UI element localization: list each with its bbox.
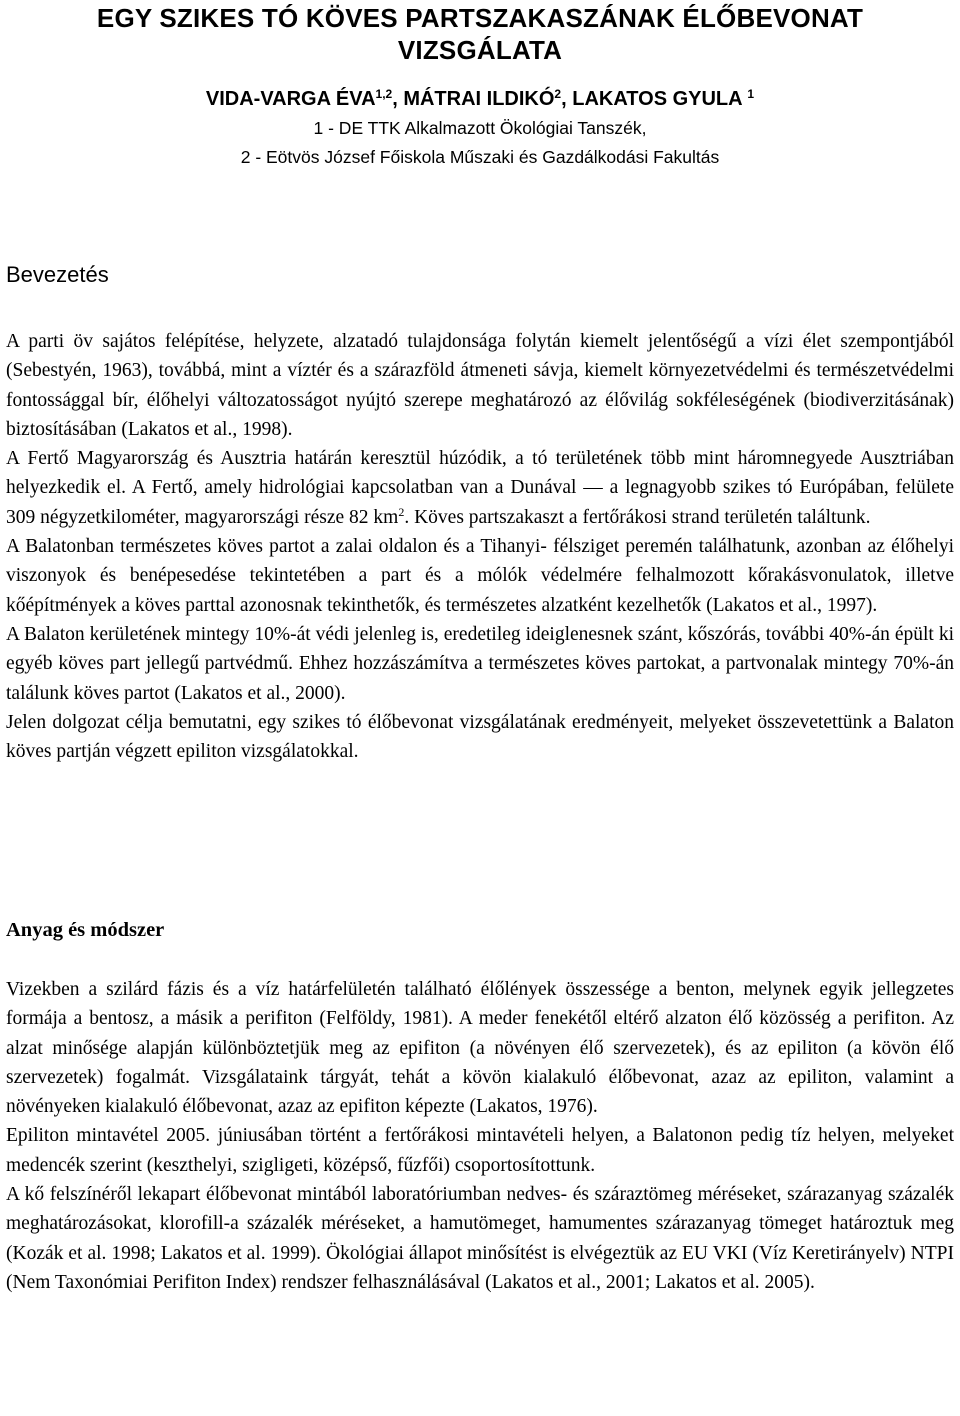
intro-paragraph-3: A Balatonban természetes köves partot a zalai oldalon és a Tihanyi- félsziget peremén találhatunk, azonban az élőhelyi viszonyok és benépesedése tekintetében a part és a mólók védelmére felhalmozott kőrakásvonulatok, illetve kőépítmények a köves parttal azonosnak tekinthetők, és természetes alzatként kezelhetők (Lakatos et al., 1997). bbox=[6, 536, 954, 616]
paper-title-line-1: EGY SZIKES TÓ KÖVES PARTSZAKASZÁNAK ÉLŐBEVONAT bbox=[96, 3, 864, 33]
intro-paragraph-2-tail: . Köves partszakaszt a fertőrákosi strand területén találtunk. bbox=[404, 506, 871, 528]
author-list bbox=[0, 86, 960, 112]
paper-title-line-2: VIZSGÁLATA bbox=[397, 35, 563, 65]
affiliation-1: 1 - DE TTK Alkalmazott Ökológiai Tanszék, bbox=[313, 118, 647, 138]
author-1-affil-sup: 1,2 bbox=[375, 87, 393, 101]
intro-body bbox=[6, 327, 954, 766]
intro-paragraph-1: A parti öv sajátos felépítése, helyzete, alzatadó tulajdonsága folytán kiemelt jelentőségű a vízi élet szempontjából (Sebestyén, 1963), továbbá, mint a víztér és a szárazföld átmeneti sávja, kiemelt környezetvédelmi és természetvédelmi fontossággal bír, élőhelyi változatosságot nyújtó szerepe meghatározó az élővilág sokféleségének (biodiverzitásának) biztosításában (Lakatos et al., 1998). bbox=[6, 331, 954, 440]
author-1-name: VIDA-VARGA ÉVA bbox=[205, 88, 376, 110]
affiliation-2: 2 - Eötvös József Főiskola Műszaki és Gazdálkodási Fakultás bbox=[240, 147, 720, 167]
intro-paragraph-2 bbox=[6, 444, 954, 532]
intro-paragraph-2-text: A Fertő Magyarország és Ausztria határán keresztül húzódik, a tó területének több mint háromnegyede Ausztriában helyezkedik el. A Fertő, amely hidrológiai kapcsolatban van a Dunával ― a legnagyobb szikes tó Európában, felülete 309 négyzetkilométer, magyarországi része 82 km bbox=[6, 448, 954, 528]
author-3-affil-sup: 1 bbox=[747, 87, 755, 101]
intro-paragraph-5: Jelen dolgozat célja bemutatni, egy szikes tó élőbevonat vizsgálatának eredményeit, melyeket összevetettünk a Balaton köves partján végzett epiliton vizsgálatokkal. bbox=[6, 711, 954, 763]
section-heading-methods: Anyag és módszer bbox=[6, 919, 165, 941]
author-2-name: , MÁTRAI ILDIKÓ bbox=[392, 88, 555, 110]
author-2-affil-sup: 2 bbox=[554, 87, 562, 101]
methods-body bbox=[6, 975, 954, 1297]
author-3-name: , LAKATOS GYULA bbox=[561, 88, 748, 110]
methods-paragraph-1: Vizekben a szilárd fázis és a víz határfelületén található élőlények összessége a benton, melynek egyik jellegzetes formája a bentosz, a másik a perifiton (Felföldy, 1981). A meder fenekétől eltérő alzaton élő közösség a perifiton. Az alzat minősége alapján különböztetjük meg az epifiton (a növényen élő szervezetek), és az epiliton (a kövön élő szervezetek) fogalmát. Vizsgálataink tárgyát, tehát a kövön kialakuló élőbevonat, azaz az epiliton, valamint a növényeken kialakuló élőbevonat, azaz az epifiton képezte (Lakatos, 1976). bbox=[6, 979, 954, 1118]
km-squared-sup: 2 bbox=[398, 504, 405, 519]
methods-paragraph-3: A kő felszínéről lekapart élőbevonat mintából laboratóriumban nedves- és száraztömeg méréseket, szárazanyag százalék meghatározásokat, klorofill-a százalék méréseket, a hamutömeget, hamumentes szárazanyag tömeget határoztuk meg (Kozák et al. 1998; Lakatos et al. 1999). Ökológiai állapot minősítést is elvégeztük az EU VKI (Víz Keretirányelv) NTPI (Nem Taxonómiai Perifiton Index) rendszer felhasználásával (Lakatos et al., 2001; Lakatos et al. 2005). bbox=[6, 1184, 954, 1293]
paper-title bbox=[0, 2, 960, 66]
methods-paragraph-2: Epiliton mintavétel 2005. júniusában történt a fertőrákosi mintavételi helyen, a Balatonon pedig tíz helyen, melyeket medencék szerint (keszthelyi, szigligeti, középső, fűzfői) csoportosítottunk. bbox=[6, 1125, 954, 1176]
intro-paragraph-4: A Balaton kerületének mintegy 10%-át védi jelenleg is, eredetileg ideiglenesnek szánt, kőszórás, további 40%-án épült ki egyéb köves part jellegű partvédmű. Ehhez hozzászámítva a természetes köves partokat, a partvonalak mintegy 70%-án találunk köves partot (Lakatos et al., 2000). bbox=[6, 623, 954, 704]
section-heading-intro: Bevezetés bbox=[6, 262, 109, 287]
